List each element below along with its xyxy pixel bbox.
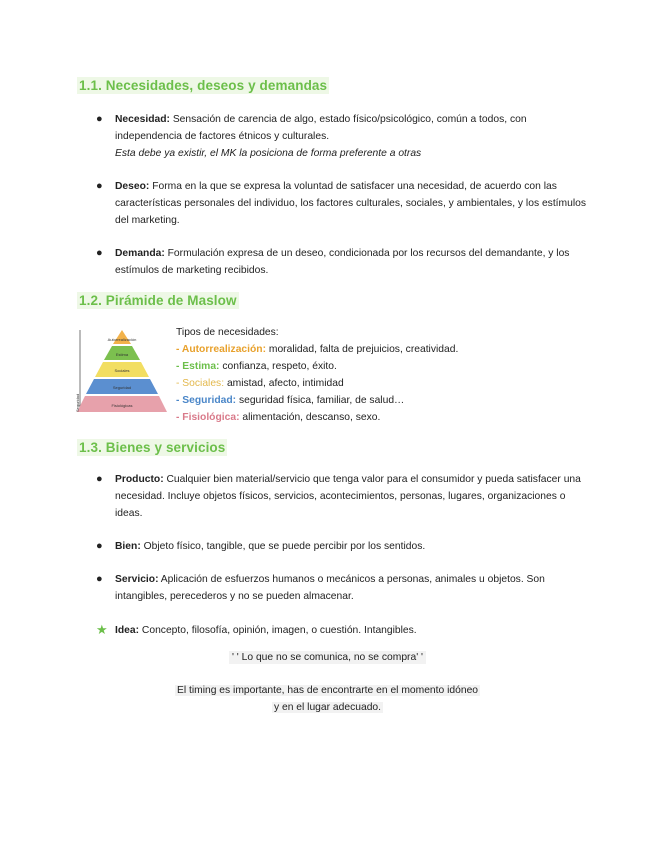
quote — [0, 652, 655, 663]
section-heading-necesidades: 1.1. Necesidades, deseos y demandas — [79, 78, 328, 93]
section-heading-maslow: 1.2. Pirámide de Maslow — [79, 293, 237, 308]
pyramid-axis-label: Seguridad — [75, 393, 80, 412]
list-item-necesidad — [96, 111, 586, 162]
timing-line-2: y en el lugar adecuado. — [273, 702, 382, 713]
need-type-desc: amistad, afecto, intimidad — [224, 378, 344, 389]
term-label: Bien: — [115, 541, 141, 552]
list-item-demanda — [96, 245, 586, 279]
bullet-icon: ● — [96, 540, 103, 552]
term-definition: Formulación expresa de un deseo, condicionada por los recursos del demandante, y los estímulos de marketing recibidos. — [115, 248, 570, 276]
term-label: Idea: — [115, 625, 140, 636]
term-definition: Sensación de carencia de algo, estado físico/psicológico, común a todos, con independencia de factores étnicos y culturales. — [115, 114, 527, 142]
bullet-icon: ● — [96, 247, 103, 259]
need-type-sociales — [176, 375, 458, 392]
needs-types-list — [176, 324, 458, 426]
need-type-label: - Estima: — [176, 361, 220, 372]
need-type-desc: confianza, respeto, éxito. — [219, 361, 337, 372]
term-label: Deseo: — [115, 181, 150, 192]
bullet-icon: ● — [96, 473, 103, 485]
term-label: Demanda: — [115, 248, 165, 259]
pyramid-label-autorrealizacion: Autorrealización — [107, 337, 137, 342]
star-icon: ★ — [96, 622, 108, 637]
pyramid-label-fisiologicas: Fisiológicas — [111, 403, 133, 408]
timing-note — [0, 682, 655, 716]
list-item-bien — [96, 538, 586, 555]
term-definition: Objeto físico, tangible, que se puede percibir por los sentidos. — [140, 541, 426, 552]
bullet-icon: ● — [96, 180, 103, 192]
need-type-label: - Sociales: — [176, 378, 225, 389]
need-type-desc: alimentación, descanso, sexo. — [239, 412, 381, 423]
bullet-icon: ● — [96, 113, 103, 125]
maslow-pyramid — [76, 326, 168, 414]
pyramid-label-seguridad: Seguridad — [112, 385, 132, 390]
need-type-desc: moralidad, falta de prejuicios, creatividad. — [266, 344, 459, 355]
quote-text: ' ' Lo que no se comunica, no se compra' ' — [229, 651, 426, 664]
list-item-idea — [96, 622, 586, 639]
need-type-autorrealizacion — [176, 341, 458, 358]
needs-types-intro: Tipos de necesidades: — [176, 327, 279, 338]
section-heading-bienes: 1.3. Bienes y servicios — [79, 440, 226, 455]
pyramid-label-estima: Estima — [115, 352, 129, 357]
need-type-label: - Autorrealización: — [176, 344, 267, 355]
list-item-servicio — [96, 571, 586, 605]
need-type-estima — [176, 358, 458, 375]
term-definition: Forma en la que se expresa la voluntad de satisfacer una necesidad, de acuerdo con las características personales del individuo, los factores culturales, sociales, y ambientales, y los estímulos del marketing. — [115, 181, 587, 226]
term-label: Producto: — [115, 474, 164, 485]
bullet-icon: ● — [96, 573, 103, 585]
need-type-fisiologica — [176, 409, 458, 426]
need-type-label: - Fisiológica: — [176, 412, 240, 423]
term-definition: Cualquier bien material/servicio que tenga valor para el consumidor y pueda satisfacer una necesidad. Incluye objetos físicos, servicios, acontecimientos, personas, lugares, organizaciones o ideas. — [115, 474, 581, 519]
term-label: Necesidad: — [115, 114, 170, 125]
term-note: Esta debe ya existir, el MK la posiciona de forma preferente a otras — [115, 148, 422, 159]
term-label: Servicio: — [115, 574, 159, 585]
list-item-producto — [96, 471, 586, 522]
term-definition: Concepto, filosofía, opinión, imagen, o cuestión. Intangibles. — [139, 625, 417, 636]
timing-line-1: El timing es importante, has de encontrarte en el momento idóneo — [176, 685, 479, 696]
list-item-deseo — [96, 178, 586, 229]
term-definition: Aplicación de esfuerzos humanos o mecánicos a personas, animales u objetos. Son intangibles, perecederos y no se pueden almacenar. — [115, 574, 545, 602]
pyramid-label-sociales: Sociales — [114, 368, 130, 373]
need-type-seguridad — [176, 392, 458, 409]
pyramid-graphic — [76, 326, 168, 414]
need-type-label: - Seguridad: — [176, 395, 237, 406]
need-type-desc: seguridad física, familiar, de salud… — [236, 395, 405, 406]
